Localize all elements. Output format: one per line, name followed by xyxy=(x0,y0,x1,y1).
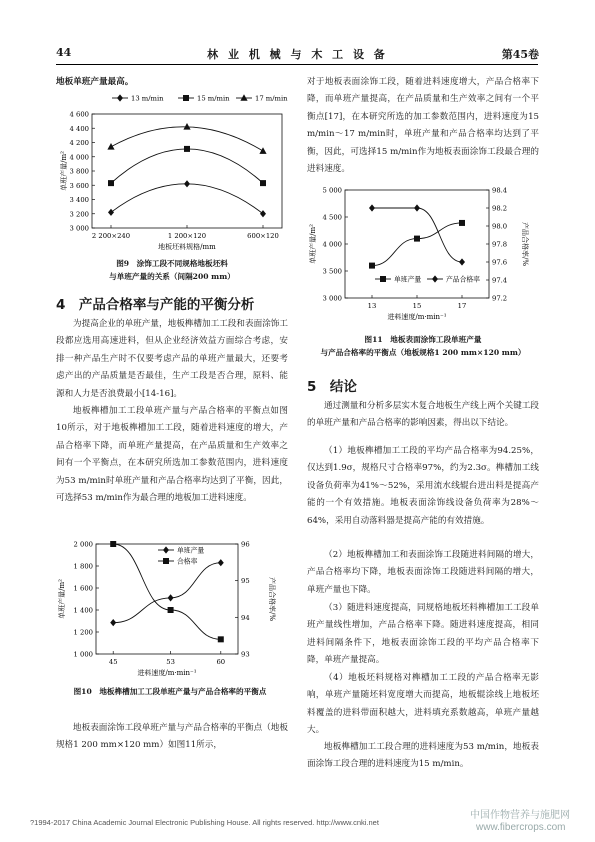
fig11-legend-label: 产品合格率 xyxy=(446,275,480,284)
fig11-series-line xyxy=(372,223,462,266)
fig10-data-point xyxy=(168,594,174,601)
fig10-chart xyxy=(56,536,288,676)
fig11-xtick-label: 13 xyxy=(367,302,377,310)
left-intro: 地板单班产量最高。 xyxy=(56,77,134,87)
left-para1: 为提高企业的单班产量，地板榫槽加工工段和表面涂饰工段都应选用高速进料，但从企业经济效益方面综合考虑，安排一种产品生产时不仅要考虑产品的单班产量最大，还要考虑产出的产品质量是否最佳，生产工段是否合理，原料、能源和人力是否浪费最小[14-16]。 xyxy=(56,319,288,399)
fig9-ytick-label: 3 600 xyxy=(69,181,89,190)
fig9-data-point xyxy=(260,210,266,217)
page-number: 44 xyxy=(56,46,72,59)
fig9-legend-label: 13 m/min xyxy=(131,94,164,103)
fig10-data-point xyxy=(168,607,174,613)
fig9-xtick-label: 600×120 xyxy=(247,232,279,240)
fig9-legend-marker xyxy=(240,94,247,101)
fig9-caption-2: 与单班产量的关系（间隔200 mm） xyxy=(109,272,235,281)
fig9-data-point xyxy=(108,209,114,216)
fig10-series-line xyxy=(113,563,221,623)
fig10-legend-label: 合格率 xyxy=(177,557,198,566)
fig10-xtick-label: 45 xyxy=(108,658,118,666)
fig11-ytick-label: 3 500 xyxy=(322,267,342,276)
fig11-y2tick-label: 97.4 xyxy=(492,276,508,285)
fig11-series-line xyxy=(372,208,462,262)
fig10-xlabel: 进料速度/m·min⁻¹ xyxy=(137,669,197,676)
section4-title: 4 产品合格率与产能的平衡分析 xyxy=(56,297,255,313)
fig11-data-point xyxy=(369,204,375,211)
journal-title: 林 业 机 械 与 木 工 设 备 xyxy=(207,48,388,61)
fig9-data-point xyxy=(184,180,190,187)
header-rule xyxy=(56,64,538,65)
fig11-legend-marker xyxy=(432,275,438,282)
watermark-line-2: www.fibercrops.com xyxy=(476,822,566,833)
fig9-chart xyxy=(56,92,288,254)
fig11-data-point xyxy=(369,263,375,269)
fig11-chart xyxy=(307,180,539,330)
fig11-ytick-label: 3 000 xyxy=(322,294,342,303)
fig11-y2tick-label: 98.2 xyxy=(492,204,508,213)
fig11-data-point xyxy=(459,258,465,265)
fig9-ylabel: 单班产量/m² xyxy=(60,151,68,191)
fig10-y2tick-label: 94 xyxy=(241,613,250,622)
fig10-ytick-label: 2 000 xyxy=(73,540,93,549)
fig10-y2label: 产品合格率/% xyxy=(268,576,276,622)
fig11-ytick-label: 4 500 xyxy=(322,213,342,222)
right-para1: 对于地板表面涂饰工段，随着进料速度增大，产品合格率下降，而单班产量提高，在产品质量和生产效率之间有一个平衡点[17]，在本研究所选的加工参数范围内，进料速度为15 m/min～17 m/min时，单班产量和产品合格率均达到了平衡，因此，可选择15 m/min作为地板表面涂饰工段最合理的进料速度。 xyxy=(307,77,539,175)
fig10-y2tick-label: 93 xyxy=(241,650,250,659)
fig9-xtick-label: 1 200×120 xyxy=(167,232,207,240)
right-para2: 通过测量和分析多层实木复合地板生产线上两个关键工段的单班产量和产品合格率的影响因素，得出以下结论。 xyxy=(307,401,539,429)
fig11-data-point xyxy=(414,236,420,242)
fig10-ylabel: 单班产量/m² xyxy=(58,579,66,619)
copyright-footer: ?1994-2017 China Academic Journal Electronic Publishing House. All rights reserved. http://www.cnki.net xyxy=(30,818,379,827)
fig9-legend-marker xyxy=(117,94,123,101)
fig9-legend-marker xyxy=(183,95,189,101)
fig11-y2tick-label: 97.2 xyxy=(492,294,508,303)
fig11-ylabel: 单班产量/m² xyxy=(309,224,317,264)
fig9-ytick-label: 4 000 xyxy=(69,153,89,162)
fig11-caption-1: 图11 地板表面涂饰工段单班产量 xyxy=(364,335,482,344)
fig9-ytick-label: 3 200 xyxy=(69,210,89,219)
fig9-caption-1: 图9 涂饰工段不同规格地板坯料 xyxy=(116,259,228,268)
fig10-legend-label: 单班产量 xyxy=(177,546,205,555)
fig9-legend-label: 15 m/min xyxy=(197,94,230,103)
fig9-plot-frame xyxy=(92,114,282,228)
fig11-legend-marker xyxy=(380,276,386,282)
fig9-xlabel: 地板坯料规格/mm xyxy=(158,243,216,251)
fig10-data-point xyxy=(218,559,224,566)
fig9-data-point xyxy=(259,147,266,154)
conclusion-3: （3）随进料速度提高，同规格地板坯料榫槽加工工段单班产量线性增加，产品合格率下降。随进料速度提高，相同进料间隔条件下，地板表面涂饰工段的平均产品合格率下降，单班产量提高。 xyxy=(307,603,539,666)
fig10-data-point xyxy=(218,636,224,642)
fig10-data-point xyxy=(110,541,116,547)
fig9-data-point xyxy=(184,146,190,152)
fig11-xlabel: 进料速度/m·min⁻¹ xyxy=(387,313,447,321)
fig11-y2tick-label: 97.8 xyxy=(492,240,508,249)
fig11-data-point xyxy=(414,204,420,211)
fig9-legend-label: 17 m/min xyxy=(255,94,288,103)
fig9-ytick-label: 4 600 xyxy=(69,110,89,119)
fig11-ytick-label: 4 000 xyxy=(322,240,342,249)
fig9-xtick-label: 2 200×240 xyxy=(91,232,131,240)
fig9-ytick-label: 3 400 xyxy=(69,196,89,204)
conclusion-1: （1）地板榫槽加工工段的平均产品合格率为94.25%，仅达到1.9σ，规格尺寸合格率97%，约为2.3σ。榫槽加工线设备负荷率为41%～52%，采用流水线辊台进出料是提高产能的一个有效措施。地板表面涂饰线设备负荷率为28%～64%，采用自动落料器是提高产能的有效措施。 xyxy=(307,446,539,526)
fig10-y2tick-label: 95 xyxy=(241,577,250,586)
fig11-y2tick-label: 98.0 xyxy=(492,222,508,231)
fig11-y2tick-label: 98.4 xyxy=(492,186,508,195)
fig10-ytick-label: 1 000 xyxy=(73,650,93,659)
fig11-xtick-label: 17 xyxy=(457,302,467,310)
fig9-ytick-label: 4 400 xyxy=(69,124,89,133)
conclusion-4: （4）地板坯料规格对榫槽加工工段的产品合格率无影响，单班产量随坯料宽度增大而提高，地板辊涂线上地板坯料覆盖的进料带面积越大，进料填充系数越高，单班产量越大。 xyxy=(307,673,539,736)
conclusion-5: 地板榫槽加工工段合理的进料速度为53 m/min，地板表面涂饰工段合理的进料速度为15 m/min。 xyxy=(307,742,539,770)
fig10-legend-marker xyxy=(163,558,169,564)
fig11-xtick-label: 15 xyxy=(412,302,422,310)
fig11-data-point xyxy=(459,220,465,226)
volume-label: 第45卷 xyxy=(501,48,539,61)
fig10-y2tick-label: 96 xyxy=(241,540,250,549)
left-para3: 地板表面涂饰工段单班产量与产品合格率的平衡点（地板规格1 200 mm×120 mm）如图11所示， xyxy=(56,723,288,751)
fig9-series-line xyxy=(111,184,263,214)
fig9-series-line xyxy=(111,149,263,183)
fig9-ytick-label: 3 000 xyxy=(69,224,89,233)
fig10-xtick-label: 53 xyxy=(166,658,175,666)
fig9-ytick-label: 4 200 xyxy=(69,139,89,147)
fig11-y2label: 产品合格率/% xyxy=(521,221,529,267)
fig10-ytick-label: 1 400 xyxy=(73,606,93,615)
fig11-legend-label: 单班产量 xyxy=(394,275,422,284)
fig10-ytick-label: 1 600 xyxy=(73,584,93,593)
fig10-caption: 图10 地板榫槽加工工段单班产量与产品合格率的平衡点 xyxy=(73,687,267,696)
fig11-ytick-label: 5 000 xyxy=(322,186,342,195)
fig9-data-point xyxy=(107,143,114,150)
fig10-ytick-label: 1 800 xyxy=(73,562,93,571)
fig9-ytick-label: 3 800 xyxy=(69,167,89,176)
fig10-data-point xyxy=(110,619,116,626)
fig9-data-point xyxy=(108,180,114,186)
section5-title: 5 结论 xyxy=(307,379,357,395)
fig9-data-point xyxy=(260,180,266,186)
fig10-legend-marker xyxy=(163,546,169,553)
fig10-ytick-label: 1 200 xyxy=(73,628,93,637)
watermark-line-1: 中国作物营养与施肥网 xyxy=(470,810,570,821)
left-para2: 地板榫槽加工工段单班产量与产品合格率的平衡点如图10所示，对于地板榫槽加工工段，随着进料速度的增大，产品合格率下降，而单班产量提高，在产品质量和生产效率之间有一个平衡点，在本研究所选加工参数范围内，进料速度为53 m/min时单班产量和产品合格率均达到了平衡，因此，可选择53 m/min作为最合理的地板加工进料速度。 xyxy=(56,406,288,504)
fig10-xtick-label: 60 xyxy=(216,658,226,666)
fig11-caption-2: 与产品合格率的平衡点（地板规格1 200 mm×120 mm） xyxy=(320,348,526,357)
fig11-y2tick-label: 97.6 xyxy=(492,258,508,267)
conclusion-2: （2）地板榫槽加工和表面涂饰工段随进料间隔的增大，产品合格率均下降，地板表面涂饰工段随进料间隔的增大，单班产量也下降。 xyxy=(307,550,539,595)
